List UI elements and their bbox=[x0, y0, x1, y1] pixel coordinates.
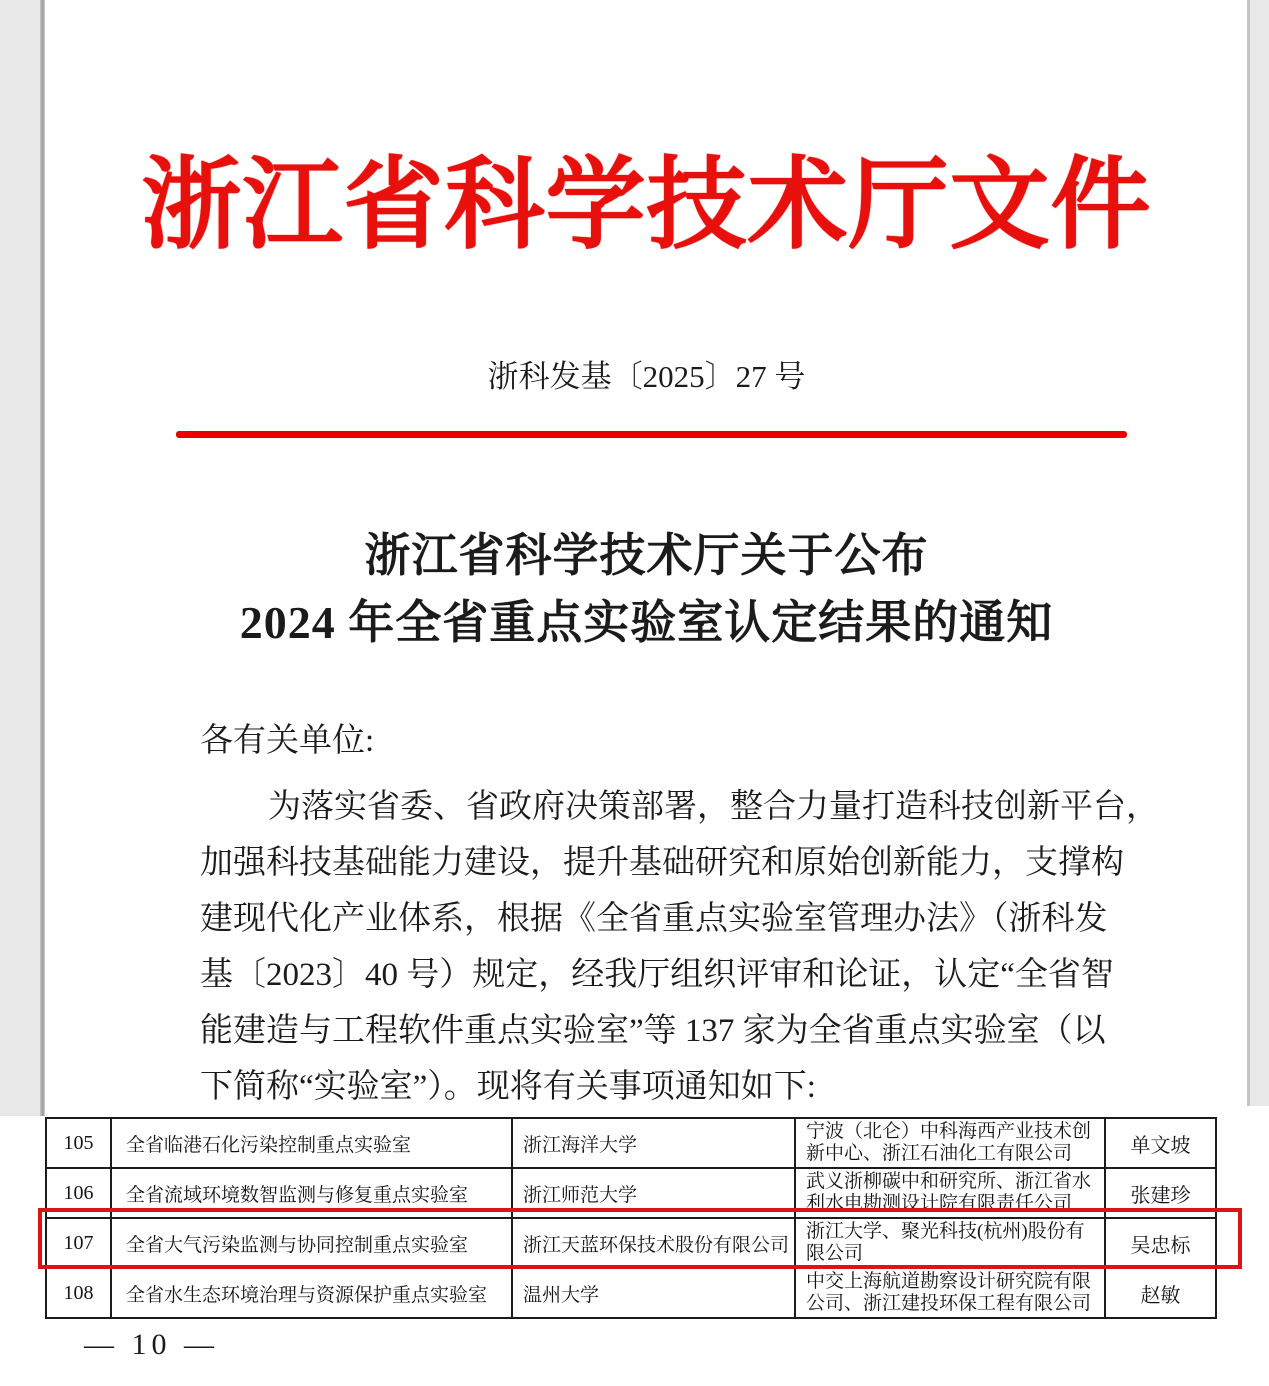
letterhead-rule bbox=[176, 431, 1127, 438]
table-row bbox=[46, 1268, 1216, 1318]
partners-cell: 浙江大学、聚光科技(杭州)股份有限公司 bbox=[795, 1218, 1105, 1268]
page-number: — 10 — bbox=[84, 1328, 219, 1361]
partners-cell: 武义浙柳碳中和研究所、浙江省水利水电勘测设计院有限责任公司 bbox=[795, 1168, 1105, 1218]
body-line: 下简称“实验室”）。现将有关事项通知如下: bbox=[200, 1069, 816, 1105]
row-number-cell: 105 bbox=[46, 1118, 111, 1168]
institution-cell: 温州大学 bbox=[512, 1268, 795, 1318]
lab-name-cell: 全省流域环境数智监测与修复重点实验室 bbox=[111, 1168, 512, 1218]
body-line: 加强科技基础能力建设，提升基础研究和原始创新能力，支撑构 bbox=[200, 845, 1124, 881]
lab-name-cell: 全省大气污染监测与协同控制重点实验室 bbox=[111, 1218, 512, 1268]
institution-cell: 浙江海洋大学 bbox=[512, 1118, 795, 1168]
row-number-cell: 108 bbox=[46, 1268, 111, 1318]
table-row bbox=[46, 1168, 1216, 1218]
notice-title-line2: 2024 年全省重点实验室认定结果的通知 bbox=[239, 597, 1054, 648]
institution-cell: 浙江天蓝环保技术股份有限公司 bbox=[512, 1218, 795, 1268]
body-line: 基〔2023〕40 号）规定，经我厅组织评审和论证，认定“全省智 bbox=[200, 957, 1114, 993]
lab-name-cell: 全省水生态环境治理与资源保护重点实验室 bbox=[111, 1268, 512, 1318]
row-number-cell: 107 bbox=[46, 1218, 111, 1268]
viewer-margin-left bbox=[0, 0, 40, 1116]
director-cell: 赵敏 bbox=[1105, 1268, 1216, 1318]
row-number-cell: 106 bbox=[46, 1168, 111, 1218]
notice-title-line1: 浙江省科学技术厅关于公布 bbox=[364, 530, 929, 581]
document-number: 浙科发基〔2025〕27 号 bbox=[487, 359, 806, 394]
lab-table bbox=[45, 1117, 1217, 1319]
table-row-highlighted bbox=[46, 1218, 1216, 1268]
partners-cell: 中交上海航道勘察设计研究院有限公司、浙江建投环保工程有限公司 bbox=[795, 1268, 1105, 1318]
director-cell: 张建珍 bbox=[1105, 1168, 1216, 1218]
table-row bbox=[46, 1118, 1216, 1168]
partners-cell: 宁波（北仑）中科海西产业技术创新中心、浙江石油化工有限公司 bbox=[795, 1118, 1105, 1168]
director-cell: 单文坡 bbox=[1105, 1118, 1216, 1168]
letterhead-title: 浙江省科学技术厅文件 bbox=[141, 150, 1152, 261]
lab-name-cell: 全省临港石化污染控制重点实验室 bbox=[111, 1118, 512, 1168]
body-line: 建现代化产业体系，根据《全省重点实验室管理办法》（浙科发 bbox=[200, 901, 1108, 937]
director-cell: 吴忠标 bbox=[1105, 1218, 1216, 1268]
body-line: 为落实省委、省政府决策部署，整合力量打造科技创新平台， bbox=[268, 789, 1159, 825]
institution-cell: 浙江师范大学 bbox=[512, 1168, 795, 1218]
viewer-margin-right bbox=[1247, 0, 1269, 1106]
body-line: 能建造与工程软件重点实验室”等 137 家为全省重点实验室（以 bbox=[200, 1013, 1106, 1049]
salutation: 各有关单位: bbox=[200, 723, 375, 759]
